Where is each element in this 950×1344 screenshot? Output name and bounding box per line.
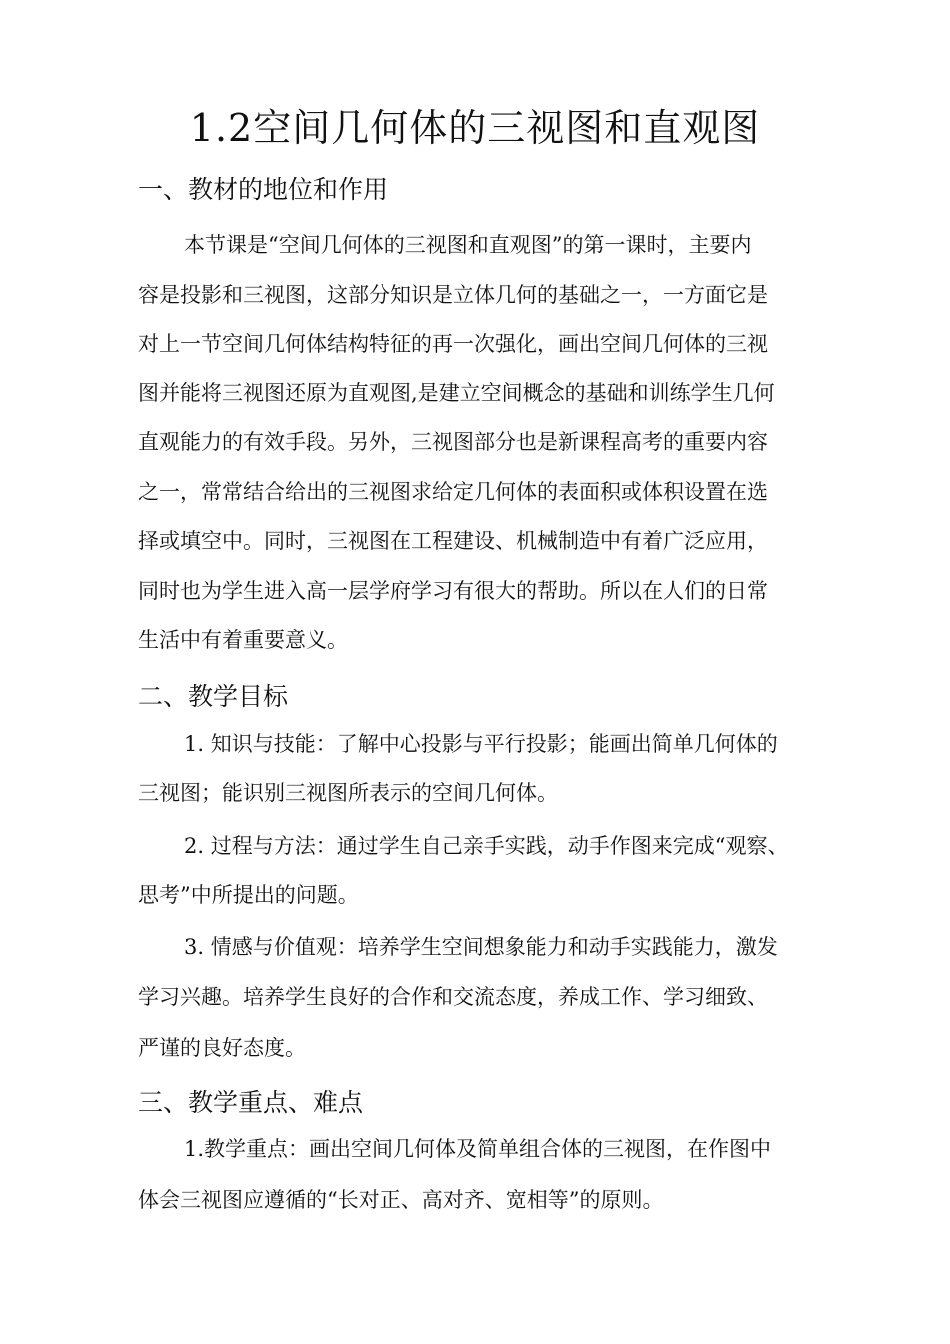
text-line: 同时也为学生进入高一层学府学习有很大的帮助。所以在人们的日常	[138, 579, 768, 603]
text-line: 2. 过程与方法：通过学生自己亲手实践，动手作图来完成“观察、	[184, 834, 789, 858]
text-line: 严谨的良好态度。	[138, 1036, 306, 1060]
text-line: 图并能将三视图还原为直观图,是建立空间概念的基础和训练学生几何	[138, 381, 775, 405]
text-line: 1. 知识与技能：了解中心投影与平行投影；能画出简单几何体的	[184, 732, 778, 756]
text-line: 本节课是“空间几何体的三视图和直观图”的第一课时，主要内	[184, 233, 752, 257]
section-heading-key-points: 三、教学重点、难点	[138, 1088, 364, 1117]
text-line: 学习兴趣。培养学生良好的合作和交流态度，养成工作、学习细致、	[138, 985, 768, 1009]
text-line: 1.教学重点：画出空间几何体及简单组合体的三视图，在作图中	[184, 1137, 772, 1161]
document-title: 1.2空间几何体的三视图和直观图	[189, 106, 761, 150]
text-line: 择或填空中。同时，三视图在工程建设、机械制造中有着广泛应用，	[138, 529, 768, 553]
text-line: 体会三视图应遵循的“长对正、高对齐、宽相等”的原则。	[138, 1188, 664, 1212]
text-line: 思考”中所提出的问题。	[138, 883, 359, 907]
text-line: 3. 情感与价值观：培养学生空间想象能力和动手实践能力，激发	[184, 935, 778, 959]
text-line: 对上一节空间几何体结构特征的再一次强化，画出空间几何体的三视	[138, 332, 768, 356]
text-line: 之一，常常结合给出的三视图求给定几何体的表面积或体积设置在选	[138, 480, 768, 504]
text-line: 直观能力的有效手段。另外，三视图部分也是新课程高考的重要内容	[138, 430, 768, 454]
text-line: 三视图；能识别三视图所表示的空间几何体。	[138, 781, 558, 805]
text-line: 生活中有着重要意义。	[138, 628, 348, 652]
section-heading-position: 一、教材的地位和作用	[138, 175, 389, 204]
section-heading-objectives: 二、教学目标	[138, 682, 289, 711]
text-line: 容是投影和三视图，这部分知识是立体几何的基础之一，一方面它是	[138, 283, 768, 307]
